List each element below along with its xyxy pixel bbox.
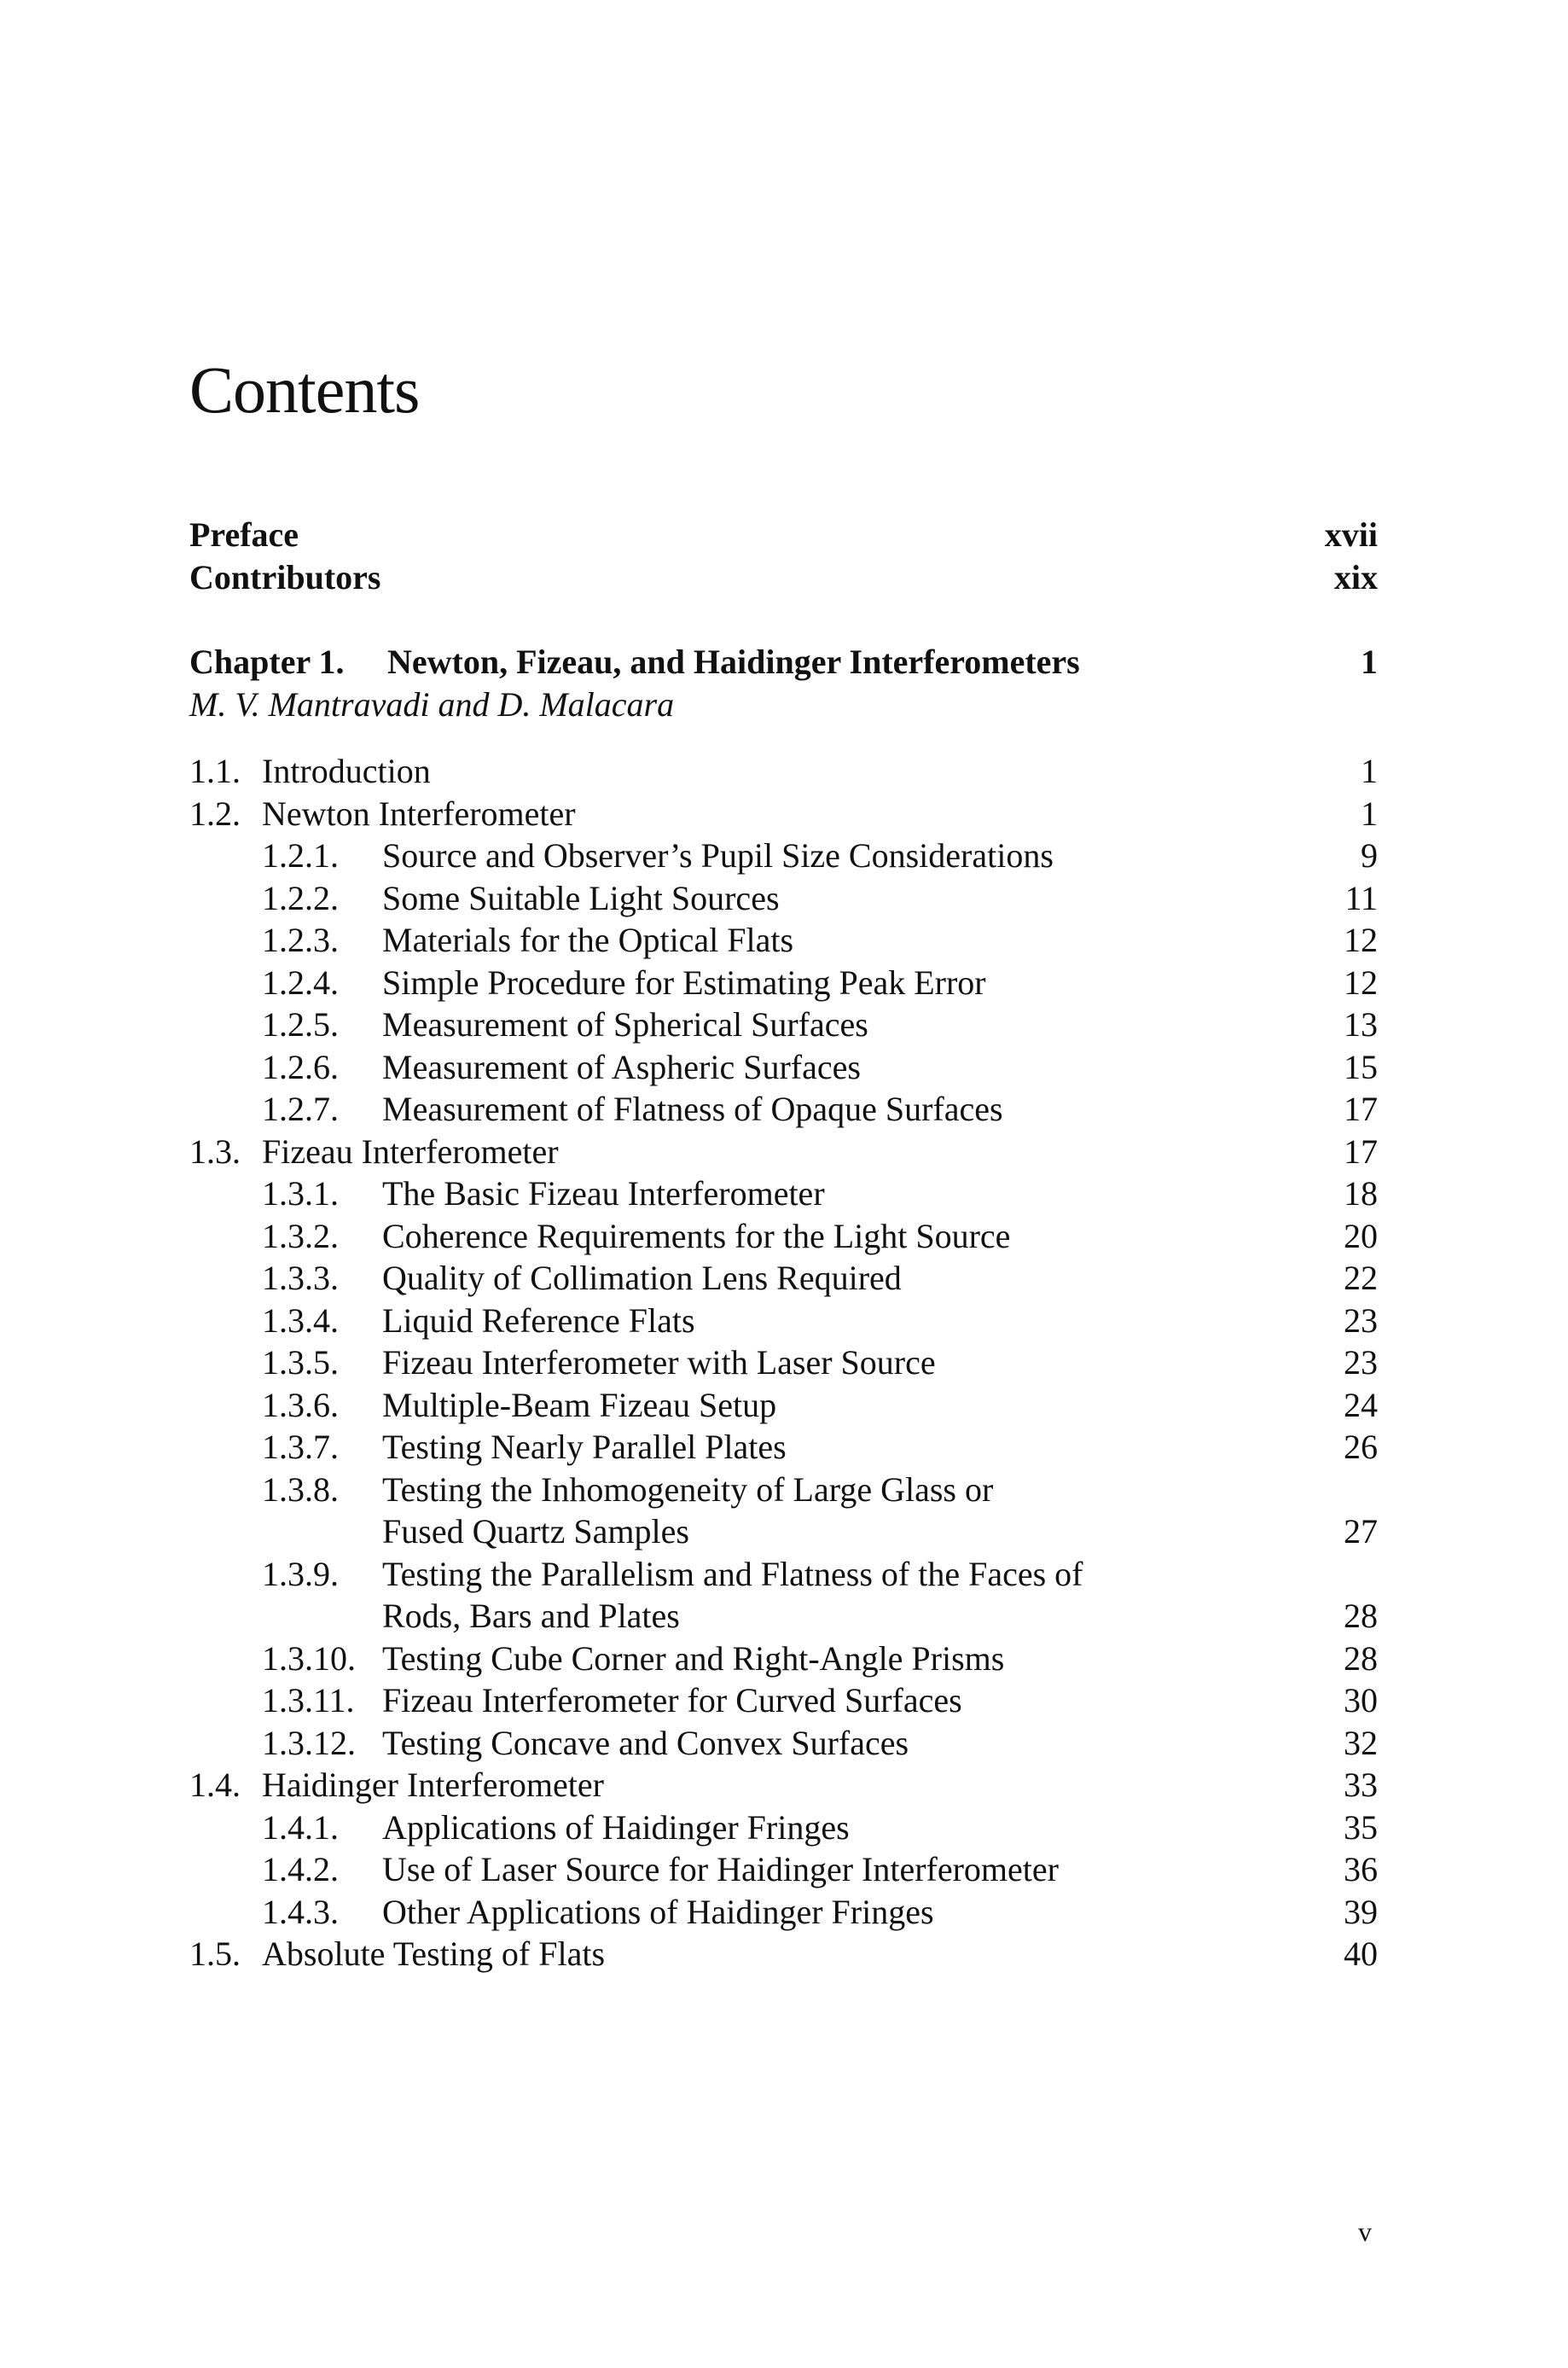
toc-entry-preface[interactable] <box>189 514 1378 556</box>
toc-entry-title-continued: Fused Quartz Samples <box>382 1512 689 1551</box>
toc-entry-title: Use of Laser Source for Haidinger Interferometer <box>382 1850 1059 1888</box>
toc-entry-title: Newton Interferometer <box>262 794 576 833</box>
table-of-contents <box>189 514 1378 1975</box>
toc-entry-page: 22 <box>1344 1259 1378 1297</box>
toc-entry-number: 1.1. <box>189 752 241 790</box>
toc-entry-number: 1.2.1. <box>262 836 339 875</box>
toc-entry[interactable] <box>189 919 1378 962</box>
toc-entry-number: 1.2.7. <box>262 1090 339 1128</box>
toc-entry-page: xvii <box>1324 515 1378 554</box>
toc-entry-title: Liquid Reference Flats <box>382 1300 695 1340</box>
toc-entry[interactable] <box>189 750 1378 793</box>
toc-entry[interactable] <box>189 793 1378 835</box>
toc-entry[interactable] <box>189 1257 1378 1300</box>
toc-entry-title: Fizeau Interferometer for Curved Surfaces <box>382 1681 962 1719</box>
toc-entry-number: 1.3.2. <box>262 1216 339 1255</box>
toc-entry-page: 23 <box>1344 1300 1378 1340</box>
chapter-authors: M. V. Mantravadi and D. Malacara <box>189 684 675 724</box>
toc-entry-number: 1.4.1. <box>262 1807 339 1847</box>
toc-entry[interactable] <box>189 1848 1378 1891</box>
toc-entry-page: 28 <box>1344 1638 1378 1678</box>
toc-entry-page: 1 <box>1361 794 1378 833</box>
toc-entry-number: 1.3.7. <box>262 1428 339 1466</box>
toc-entry-number: 1.3.12. <box>262 1723 356 1762</box>
toc-entry[interactable] <box>189 1722 1378 1765</box>
toc-entry[interactable] <box>189 1004 1378 1046</box>
toc-entry-page: 40 <box>1344 1935 1378 1973</box>
toc-entry-number: 1.2.5. <box>262 1005 339 1044</box>
toc-entry-page: 11 <box>1344 878 1378 917</box>
toc-entry[interactable] <box>189 1807 1378 1849</box>
chapter-title: Newton, Fizeau, and Haidinger Interferometers <box>387 643 1080 681</box>
toc-entry-title: Coherence Requirements for the Light Source <box>382 1216 1011 1255</box>
toc-entry-page: 23 <box>1344 1343 1378 1382</box>
toc-entry-title: Preface <box>189 515 299 554</box>
toc-entry[interactable] <box>189 1131 1378 1173</box>
toc-entry[interactable] <box>189 1426 1378 1469</box>
toc-entry-number: 1.2. <box>189 794 241 833</box>
toc-entry-number: 1.2.2. <box>262 878 339 917</box>
toc-entry-title: Applications of Haidinger Fringes <box>382 1807 850 1847</box>
toc-entry-number: 1.5. <box>189 1935 241 1973</box>
toc-entry-page: 1 <box>1361 752 1378 790</box>
toc-entry-contributors[interactable] <box>189 556 1378 599</box>
toc-entry-page: 18 <box>1344 1174 1378 1213</box>
toc-entry-page: 27 <box>1344 1512 1378 1551</box>
toc-entry-number: 1.4. <box>189 1766 241 1804</box>
toc-entry-number: 1.3.8. <box>262 1469 339 1509</box>
toc-entry-title: Simple Procedure for Estimating Peak Error <box>382 963 986 1002</box>
toc-entry[interactable] <box>189 1046 1378 1089</box>
toc-entry-page: 13 <box>1344 1005 1378 1044</box>
toc-entry-page: 17 <box>1344 1132 1378 1171</box>
toc-entry[interactable] <box>189 1469 1378 1511</box>
toc-entry-title: Testing Concave and Convex Surfaces <box>382 1723 909 1762</box>
toc-entry[interactable] <box>189 1553 1378 1596</box>
toc-entry-number: 1.3. <box>189 1132 241 1171</box>
toc-entry-number: 1.3.10. <box>262 1638 356 1678</box>
toc-entry-page: 28 <box>1344 1597 1378 1635</box>
toc-entry[interactable] <box>189 1638 1378 1680</box>
toc-entry-number: 1.4.2. <box>262 1850 339 1888</box>
toc-chapter-heading[interactable] <box>189 641 1378 684</box>
toc-entry[interactable] <box>189 1300 1378 1342</box>
toc-entry-page: 26 <box>1344 1428 1378 1466</box>
toc-entry-number: 1.3.11. <box>262 1681 355 1719</box>
toc-entry-page: 33 <box>1344 1766 1378 1804</box>
toc-entry-title-continued: Rods, Bars and Plates <box>382 1597 680 1635</box>
toc-entry[interactable] <box>189 1341 1378 1384</box>
toc-entry-title: Absolute Testing of Flats <box>262 1935 606 1973</box>
page-number: v <box>1358 2216 1372 2247</box>
toc-entry[interactable] <box>189 1172 1378 1215</box>
toc-entry-title: Materials for the Optical Flats <box>382 921 794 959</box>
toc-entry-page: xix <box>1333 557 1378 596</box>
toc-entry-continuation[interactable] <box>189 1595 1378 1638</box>
toc-entry-number: 1.3.1. <box>262 1174 339 1213</box>
toc-entry-number: 1.3.6. <box>262 1385 339 1424</box>
toc-entry-title: Fizeau Interferometer <box>262 1132 559 1171</box>
toc-entry-continuation[interactable] <box>189 1510 1378 1553</box>
toc-entry-page: 39 <box>1344 1892 1378 1931</box>
toc-entry-number: 1.3.4. <box>262 1300 339 1340</box>
toc-entry-page: 12 <box>1344 963 1378 1002</box>
toc-entry-title: Fizeau Interferometer with Laser Source <box>382 1343 936 1382</box>
toc-entry[interactable] <box>189 835 1378 877</box>
toc-entry-number: 1.2.3. <box>262 921 339 959</box>
toc-entry-title: Introduction <box>262 752 431 790</box>
toc-entry[interactable] <box>189 962 1378 1004</box>
toc-entry-page: 9 <box>1361 836 1378 875</box>
toc-entry-page: 32 <box>1344 1723 1378 1762</box>
page-title: Contents <box>189 352 420 427</box>
toc-entry-title: Haidinger Interferometer <box>262 1766 604 1804</box>
toc-entry-title: Other Applications of Haidinger Fringes <box>382 1892 934 1931</box>
toc-entry-title: Testing the Parallelism and Flatness of the Faces of <box>382 1554 1083 1593</box>
toc-entry-list <box>189 750 1378 1975</box>
toc-entry[interactable] <box>189 1384 1378 1427</box>
toc-entry-page: 36 <box>1344 1850 1378 1888</box>
toc-entry[interactable] <box>189 1215 1378 1258</box>
toc-entry-number: 1.2.6. <box>262 1047 339 1086</box>
toc-entry-number: 1.3.5. <box>262 1343 339 1382</box>
toc-entry-page: 15 <box>1344 1047 1378 1086</box>
toc-entry-page: 30 <box>1344 1681 1378 1719</box>
toc-entry-title: Testing Cube Corner and Right-Angle Prisms <box>382 1638 1005 1678</box>
toc-entry[interactable] <box>189 1891 1378 1934</box>
toc-entry-page: 20 <box>1344 1216 1378 1255</box>
toc-entry-title: Measurement of Aspheric Surfaces <box>382 1047 861 1086</box>
toc-entry-title: Testing Nearly Parallel Plates <box>382 1428 787 1466</box>
toc-entry[interactable] <box>189 877 1378 920</box>
toc-entry-page: 35 <box>1344 1807 1378 1847</box>
toc-entry-page: 12 <box>1344 921 1378 959</box>
toc-entry-title: The Basic Fizeau Interferometer <box>382 1174 825 1213</box>
toc-entry[interactable] <box>189 1088 1378 1131</box>
toc-entry[interactable] <box>189 1933 1378 1975</box>
toc-entry-number: 1.4.3. <box>262 1892 339 1931</box>
toc-entry-title: Source and Observer’s Pupil Size Considerations <box>382 836 1054 875</box>
toc-entry-title: Measurement of Spherical Surfaces <box>382 1005 868 1044</box>
toc-entry-number: 1.3.9. <box>262 1554 339 1593</box>
chapter-label: Chapter 1. <box>189 643 345 681</box>
chapter-page: 1 <box>1361 643 1378 681</box>
toc-entry-title: Contributors <box>189 557 381 596</box>
toc-entry-number: 1.3.3. <box>262 1259 339 1297</box>
toc-entry[interactable] <box>189 1679 1378 1722</box>
toc-entry-title: Multiple-Beam Fizeau Setup <box>382 1385 777 1424</box>
toc-entry-title: Measurement of Flatness of Opaque Surfaces <box>382 1090 1003 1128</box>
toc-entry-title: Some Suitable Light Sources <box>382 878 780 917</box>
toc-entry-page: 17 <box>1344 1090 1378 1128</box>
toc-entry-number: 1.2.4. <box>262 963 339 1002</box>
toc-entry-title: Testing the Inhomogeneity of Large Glass or <box>382 1469 994 1509</box>
toc-entry-title: Quality of Collimation Lens Required <box>382 1259 902 1297</box>
toc-entry[interactable] <box>189 1764 1378 1807</box>
toc-entry-page: 24 <box>1344 1385 1378 1424</box>
